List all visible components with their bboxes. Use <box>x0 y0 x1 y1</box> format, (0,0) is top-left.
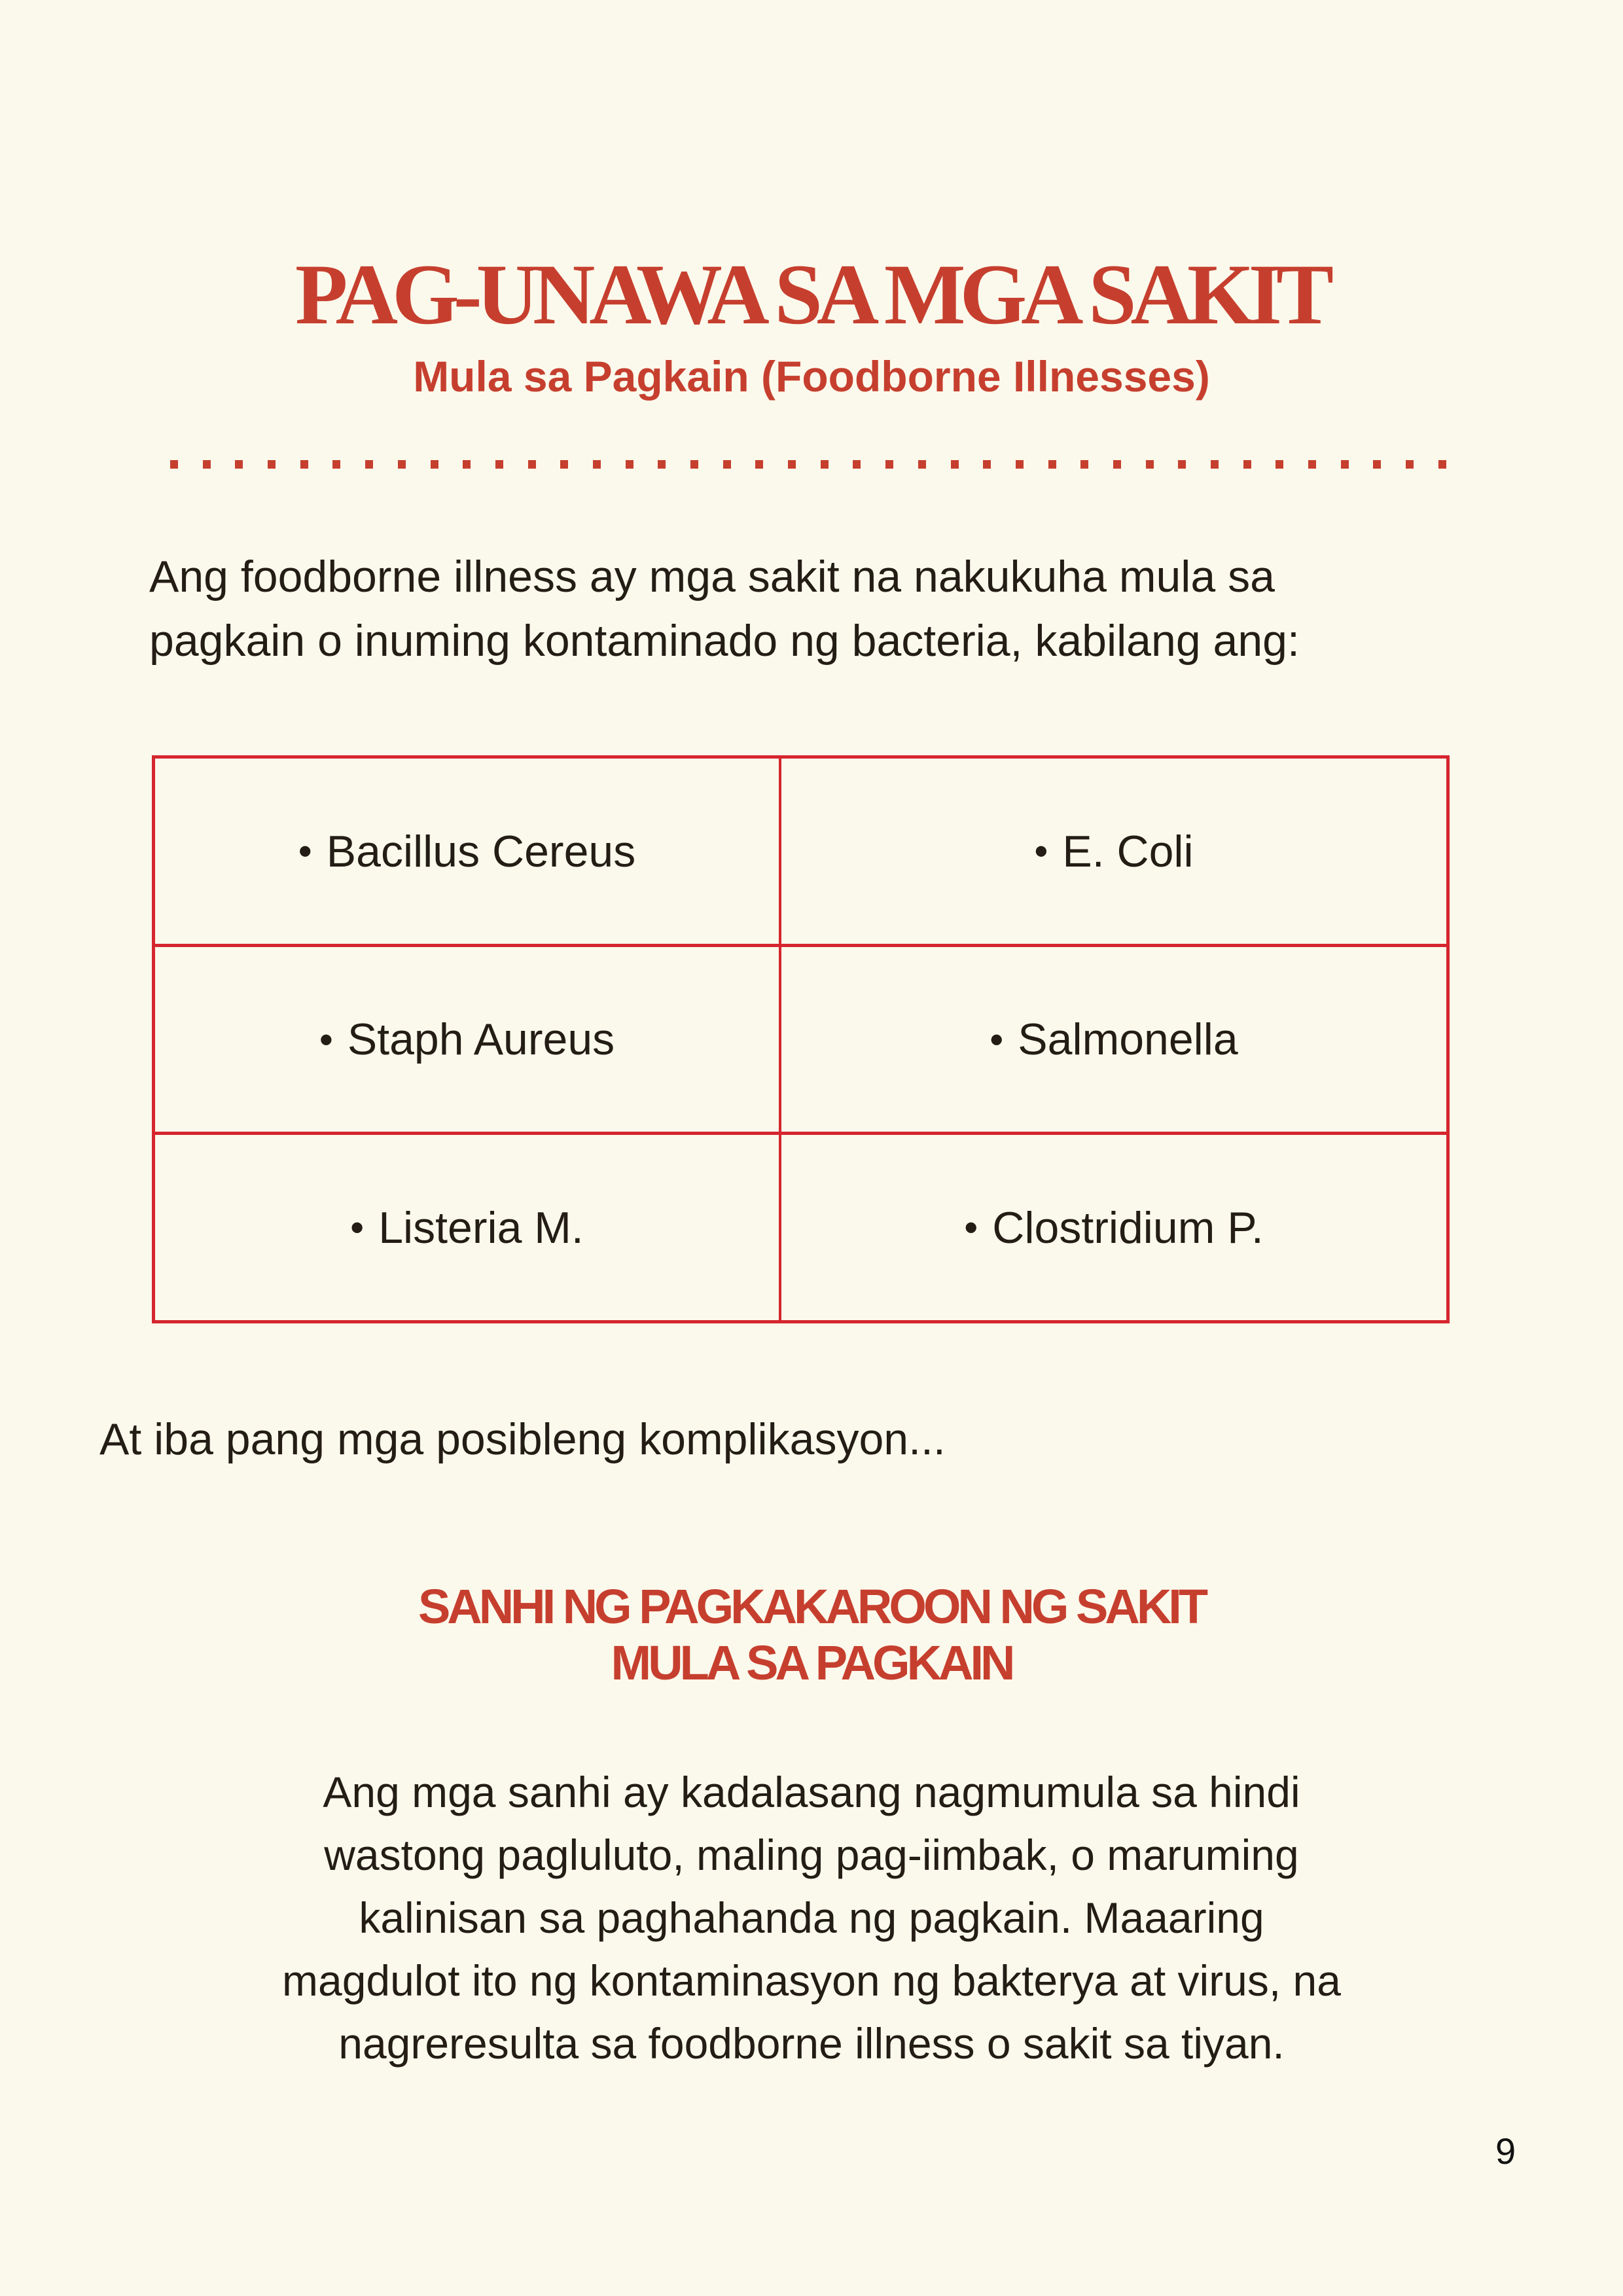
divider-dot <box>463 460 471 469</box>
section-heading-line: MULA SA PAGKAIN <box>611 1636 1012 1690</box>
table-cell <box>155 947 781 1135</box>
dotted-divider <box>170 460 1446 469</box>
divider-dot <box>1146 460 1154 469</box>
divider-dot <box>431 460 438 469</box>
divider-dot <box>235 460 243 469</box>
divider-dot <box>918 460 926 469</box>
divider-dot <box>821 460 829 469</box>
bacteria-name: E. Coli <box>1062 826 1194 876</box>
divider-dot <box>332 460 340 469</box>
divider-dot <box>1406 460 1414 469</box>
divider-dot <box>690 460 698 469</box>
intro-line: Ang foodborne illness ay mga sakit na nakukuha mula sa <box>149 552 1275 601</box>
bullet-icon: • <box>990 1017 1004 1062</box>
body-line: nagreresulta sa foodborne illness o sakit sa tiyan. <box>338 2019 1285 2068</box>
page-title: PAG-UNAWA SA MGA SAKIT <box>294 246 1329 342</box>
page-subtitle: Mula sa Pagkain (Foodborne Illnesses) <box>413 352 1210 401</box>
divider-dot <box>1113 460 1121 469</box>
divider-dot <box>365 460 373 469</box>
divider-dot <box>853 460 861 469</box>
divider-dot <box>560 460 568 469</box>
divider-dot <box>951 460 959 469</box>
divider-dot <box>398 460 406 469</box>
divider-dot <box>203 460 211 469</box>
divider-dot <box>1308 460 1316 469</box>
body-line: Ang mga sanhi ay kadalasang nagmumula sa hindi <box>323 1768 1300 1816</box>
table-cell <box>781 947 1446 1135</box>
bacteria-name: Bacillus Cereus <box>326 826 636 876</box>
divider-dot <box>1275 460 1283 469</box>
section-heading-line: SANHI NG PAGKAKAROON NG SAKIT <box>418 1579 1205 1634</box>
divider-dot <box>755 460 763 469</box>
bullet-icon: • <box>298 829 312 873</box>
divider-dot <box>1341 460 1349 469</box>
body-line: wastong pagluluto, maling pag-iimbak, o maruming <box>324 1831 1299 1879</box>
divider-dot <box>1178 460 1186 469</box>
divider-dot <box>658 460 666 469</box>
bacteria-name: Salmonella <box>1018 1014 1238 1064</box>
section-body <box>196 1761 1427 2075</box>
divider-dot <box>300 460 308 469</box>
page-number: 9 <box>1495 2130 1516 2172</box>
divider-dot <box>1048 460 1056 469</box>
bacteria-name: Staph Aureus <box>347 1014 615 1064</box>
divider-dot <box>723 460 731 469</box>
body-line: magdulot ito ng kontaminasyon ng bakterya at virus, na <box>282 1956 1341 2005</box>
divider-dot <box>788 460 796 469</box>
divider-dot <box>885 460 893 469</box>
intro-line: pagkain o inuming kontaminado ng bacteria, kabilang ang: <box>149 616 1300 666</box>
divider-dot <box>593 460 601 469</box>
table-cell <box>155 1135 781 1320</box>
divider-dot <box>268 460 276 469</box>
bullet-icon: • <box>1034 829 1048 873</box>
divider-dot <box>495 460 503 469</box>
table-cell <box>781 1135 1446 1320</box>
bacteria-name: Listeria M. <box>378 1202 584 1253</box>
body-line: kalinisan sa paghahanda ng pagkain. Maaaring <box>359 1893 1264 1942</box>
section-heading <box>0 1579 1623 1691</box>
intro-paragraph <box>149 545 1524 673</box>
divider-dot <box>170 460 178 469</box>
divider-dot <box>1373 460 1381 469</box>
table-cell <box>781 759 1446 947</box>
complications-text: At iba pang mga posibleng komplikasyon... <box>99 1414 946 1464</box>
divider-dot <box>1243 460 1251 469</box>
divider-dot <box>1080 460 1088 469</box>
bacteria-name: Clostridium P. <box>992 1202 1264 1253</box>
bullet-icon: • <box>350 1206 365 1249</box>
divider-dot <box>1438 460 1446 469</box>
bullet-icon: • <box>319 1017 333 1062</box>
bacteria-table <box>152 755 1450 1323</box>
divider-dot <box>1016 460 1024 469</box>
bullet-icon: • <box>964 1206 978 1249</box>
divider-dot <box>1211 460 1219 469</box>
divider-dot <box>626 460 633 469</box>
divider-dot <box>983 460 991 469</box>
divider-dot <box>528 460 536 469</box>
table-cell <box>155 759 781 947</box>
